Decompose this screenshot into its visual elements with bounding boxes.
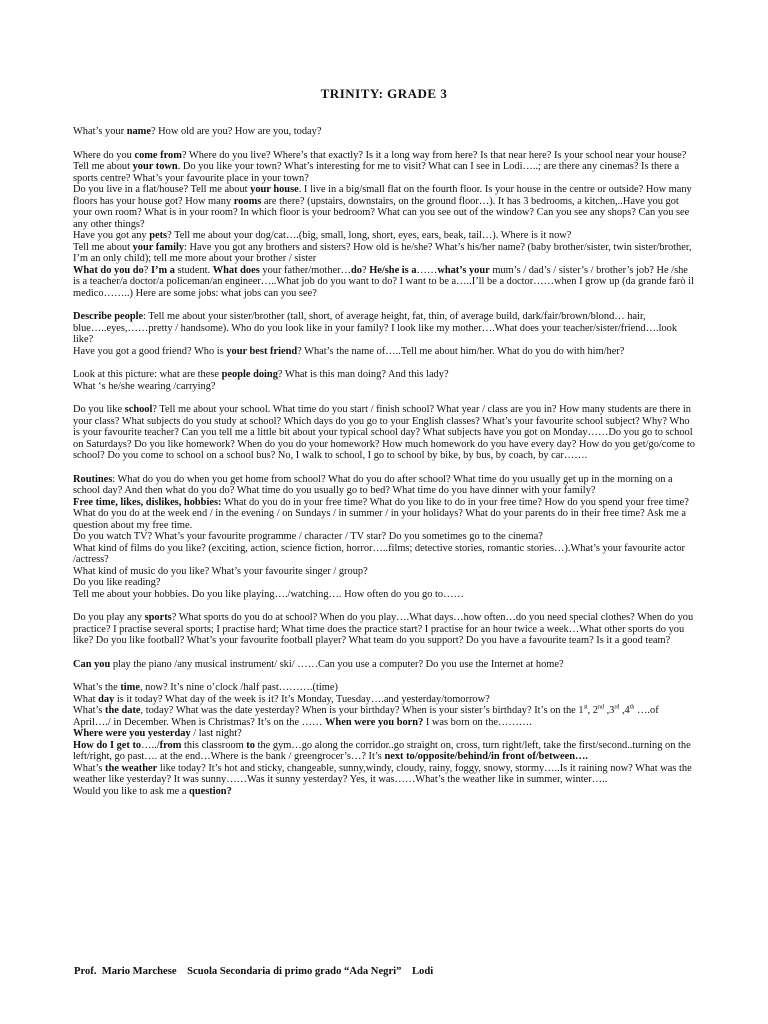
text-run: ? Tell me about your school. What time do you start / finish school? What year / class are you in? How many students are there in your class? What subjects do you study at school? Which days do you go to your English classes? What’s your favourite school subject? Why? Who is your favourite teacher? Can you tell me a little bit about your typical school day? What subjects have you got on Monday……Do you go to school on Saturdays? Do you like homework? When do you do your homework? How much homework do you have every day? How do you get/go/come to school? Do you come to school on a school bus? No, I walk to school, I go to school by bike, by bus, by coach, by car……. — [73, 404, 695, 461]
text-run: : What do you do when you get home from school? What do you do after school? What time do you usually get up in the morning on a school day? And then what do you do? What time do you usually go to bed? What time do you have dinner with your family? — [73, 473, 673, 496]
text-run: ….of April…./ in December. When is Christmas? It’s on the …… — [73, 705, 659, 728]
paragraph — [73, 705, 695, 728]
text-run: is it today? What day of the week is it? It’s Monday, Tuesday….and yesterday/tomorrow? — [114, 693, 490, 705]
paragraph — [73, 311, 695, 346]
paragraph-spacer — [73, 299, 695, 311]
paragraph-spacer — [73, 647, 695, 659]
bold-keyword: your town — [132, 161, 178, 172]
bold-keyword: your family — [132, 241, 185, 253]
bold-keyword: pets — [149, 230, 168, 241]
bold-keyword: name — [126, 126, 151, 137]
bold-keyword: Where were you yesterday — [73, 728, 191, 739]
paragraph — [73, 265, 695, 300]
text-run: Do you live in a flat/house? Tell me about — [73, 184, 251, 195]
text-run: mum’s / dad’s / sister’s / brother’s job? He /she is a teacher/a doctor/a policeman/an engineer…..What job do you want to do? I want to be a…..I’ll be a doctor……when I grow up (da grande farò il medico……..) Here are some jobs: what jobs can you see? — [73, 264, 694, 299]
text-run: ? Tell me about your dog/cat….(big, small, long, short, eyes, ears, beak, tail…). Where is it now? — [167, 230, 572, 241]
paragraph — [73, 728, 695, 740]
bold-keyword: from — [159, 739, 182, 751]
bold-keyword: Describe people — [73, 311, 144, 322]
page-footer: Prof. Mario Marchese Scuola Secondaria di primo grado “Ada Negri” Lodi — [74, 966, 434, 977]
paragraph — [73, 589, 695, 601]
bold-keyword: people doing — [221, 369, 278, 380]
text-run: ? Where do you live? Where’s that exactly? Is it a long way from here? Is that near here? Is your school near your house? — [181, 149, 687, 161]
bold-keyword: school — [124, 404, 153, 415]
bold-keyword: rooms — [233, 195, 262, 207]
bold-keyword: He/she is a — [369, 264, 417, 276]
paragraph — [73, 577, 695, 589]
ordinal-suffix: nd — [597, 704, 604, 711]
bold-keyword: your house — [250, 184, 299, 195]
ordinal-suffix: st — [583, 704, 588, 711]
text-run: ? What is this man doing? And this lady? — [277, 369, 449, 380]
paragraph-spacer — [73, 600, 695, 612]
text-run: the gym…go along the corridor..go straight on, cross, turn right/left, take the first/second..turning on the left/right, go past…. at the end…Where is the bank / greengrocer’s…? It’s — [73, 739, 691, 762]
paragraph — [73, 694, 695, 706]
bold-keyword: What does — [212, 264, 260, 276]
bold-keyword: Free time, likes, dislikes, hobbies: — [73, 496, 222, 508]
text-run: Do you like reading? — [73, 577, 161, 588]
text-run: like today? It’s hot and sticky, changeable, sunny,windy, cloudy, rainy, foggy, snowy, stormy…..Is it raining now? What was the weather like yesterday? It was sunny……Was it sunny yesterday? Yes, it was……What’s the weather like in summer, winter….. — [73, 762, 692, 785]
text-run: Do you like — [73, 404, 125, 415]
paragraph — [73, 404, 695, 462]
text-run: : Tell me about your sister/brother (tall, short, of average height, fat, thin, of average build, dark/fair/brown/blond… hair, blue…..eyes,……pretty / handsome). Who do you look like in your family? I look like my mother….What does your teacher/sister/friend….look like? — [73, 311, 678, 345]
text-run: ? — [143, 264, 151, 276]
text-run: ,3 — [603, 705, 615, 716]
text-run: …… — [416, 264, 438, 276]
paragraph — [73, 786, 695, 798]
bold-keyword: How do I get to — [73, 739, 142, 751]
ordinal-suffix: rd — [614, 704, 620, 711]
text-run: What — [73, 693, 99, 705]
text-run: are there? (upstairs, downstairs, on the ground floor…). It has 3 bedrooms, a kitchen,..Have you got your own room? What is in your room? In which floor is your bedroom? What can you see out of the window? Can you see any shops? Can you see any other things? — [73, 195, 690, 230]
text-run: What kind of music do you like? What’s your favourite singer / group? — [73, 565, 368, 577]
bold-keyword: When were you born? — [325, 716, 424, 728]
text-run: …../ — [141, 739, 160, 751]
text-run: Look at this picture: what are these — [73, 369, 222, 380]
paragraph — [73, 740, 695, 763]
text-run: I was born on the………. — [423, 716, 532, 728]
text-run: / last night? — [190, 728, 242, 739]
bold-keyword: what’s your — [437, 264, 490, 276]
paragraph — [73, 369, 695, 381]
text-run: Have you got a good friend? Who is — [73, 345, 227, 357]
paragraph — [73, 161, 695, 184]
bold-keyword: Routines — [73, 473, 113, 485]
text-run: What’s — [73, 762, 106, 774]
paragraph — [73, 763, 695, 786]
document-body — [73, 126, 695, 797]
text-run: , 2 — [587, 705, 598, 716]
paragraph — [73, 543, 695, 566]
paragraph — [73, 184, 695, 230]
text-run: Have you got any — [73, 230, 150, 241]
text-run: Tell me about — [73, 161, 133, 172]
page-title: TRINITY: GRADE 3 — [320, 86, 448, 101]
text-run: What ‘s he/she wearing /carrying? — [73, 380, 216, 392]
paragraph-spacer — [73, 392, 695, 404]
text-run: What’s the — [73, 682, 121, 693]
paragraph — [73, 659, 695, 671]
text-run: Do you play any — [73, 612, 145, 623]
bold-keyword: do — [350, 264, 362, 276]
bold-keyword: day — [98, 693, 115, 705]
text-run: What’s — [73, 705, 106, 716]
paragraph — [73, 126, 695, 138]
paragraph — [73, 230, 695, 242]
paragraph — [73, 497, 695, 532]
text-run: What kind of films do you like? (exciting, action, science fiction, horror…..films; detective stories, romantic stories…).What’s your favourite actor /actress? — [73, 542, 686, 565]
bold-keyword: the weather — [105, 762, 158, 774]
bold-keyword: sports — [144, 612, 172, 623]
text-run: this classroom — [181, 739, 247, 751]
text-run: play the piano /any musical instrument/ ski/ ……Can you use a computer? Do you use the Internet at home? — [110, 658, 564, 670]
bold-keyword: come from — [134, 149, 182, 161]
text-run: , now? It’s nine o’clock /half past……….(time) — [139, 682, 338, 693]
text-run: Tell me about your hobbies. Do you like playing…./watching…. How often do you go to…… — [73, 588, 464, 600]
text-run: student. — [174, 264, 213, 276]
paragraph — [73, 346, 695, 358]
bold-keyword: your best friend — [226, 345, 298, 357]
text-run: ? What’s the name of…..Tell me about him/her. What do you do with him/her? — [297, 345, 625, 357]
text-run: Would you like to ask me a — [73, 785, 190, 797]
text-run: Where do you — [73, 149, 135, 161]
bold-keyword: the date — [105, 705, 141, 716]
text-run: ,4 — [619, 705, 630, 716]
text-run: Do you watch TV? What’s your favourite programme / character / TV star? Do you sometimes go to the cinema? — [73, 531, 543, 542]
bold-keyword: next to/opposite/behind/in front of/between…. — [384, 751, 589, 762]
paragraph — [73, 381, 695, 393]
paragraph-spacer — [73, 670, 695, 682]
text-run: your father/mother… — [259, 264, 351, 276]
text-run: . Do you like your town? What’s interesting for me to visit? What can I see in Lodi…..; are there any cinemas? Is there a sports centre? What’s your favourite place in your town? — [73, 161, 680, 184]
text-run: ? How old are you? How are you, today? — [150, 126, 322, 137]
text-run: : Have you got any brothers and sisters? How old is he/she? What’s his/her name? (baby brother/sister, twin sister/brother, I’m an only child); tell me more about your brother / sister — [73, 241, 692, 264]
paragraph — [73, 150, 695, 162]
paragraph — [73, 612, 695, 647]
text-run: , today? What was the date yesterday? When is your birthday? When is your sister’s birthday? It’s on the 1 — [140, 705, 584, 716]
paragraph — [73, 474, 695, 497]
paragraph-spacer — [73, 357, 695, 369]
paragraph — [73, 531, 695, 543]
bold-keyword: to — [246, 739, 255, 751]
bold-keyword: What do you do — [73, 264, 144, 276]
paragraph-spacer — [73, 462, 695, 474]
bold-keyword: time — [120, 682, 140, 693]
ordinal-suffix: th — [629, 704, 635, 711]
paragraph — [73, 682, 695, 694]
text-run: ? — [361, 264, 370, 276]
text-run: ? What sports do you do at school? When do you play….What days…how often…do you need special clothes? When do you practice? I practise several sports; I practise hard; What time does the practice start? I practise for an hour twice a week…What other sports do you like? Do you like football? What’s your favourite football player? What team do you support? Do you have a favourite team? Is it a good team? — [73, 612, 694, 646]
text-run: Tell me about — [73, 241, 133, 253]
paragraph — [73, 242, 695, 265]
paragraph — [73, 566, 695, 578]
bold-keyword: question? — [189, 785, 232, 797]
bold-keyword: I’m a — [150, 264, 175, 276]
text-run: . I live in a big/small flat on the fourth floor. Is your house in the centre or outside? How many floors has your house got? How many — [73, 184, 692, 207]
text-run: What do you do in your free time? What do you like to do in your free time? How do you spend your free time? What do you do at the week end / in the evening / on Sundays / in summer / in your holidays? What do your parents do in their free time? Ask me a question about my free time. — [73, 496, 689, 531]
bold-keyword: Can you — [73, 658, 111, 670]
text-run: What’s your — [73, 126, 127, 137]
paragraph-spacer — [73, 138, 695, 150]
